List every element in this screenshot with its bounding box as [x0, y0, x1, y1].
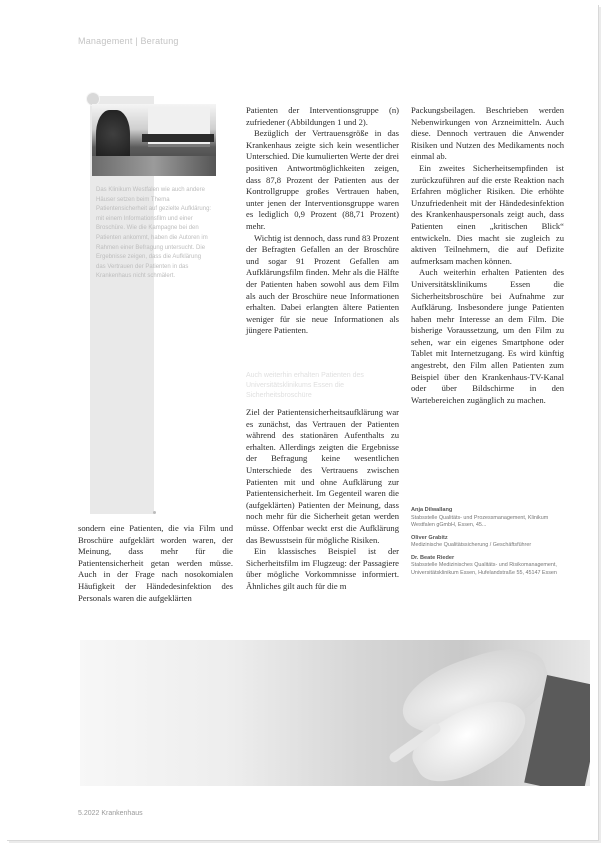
column-left-bottom — [78, 523, 233, 604]
paragraph: Patienten der Interventionsgruppe (n) zufriedener (Abbildungen 1 und 2). — [246, 105, 399, 127]
section-header: Management | Beratung — [78, 36, 179, 46]
paragraph: Auch weiterhin erhalten Patienten des Universitätsklinikums Essen die Sicherheitsbroschüre bei Aufnahme zur Aufklärung. Insbesondere junge Patienten haben mehr Interesse an dem Film. Die bisherige Voraussetzung, um den Film zu sehen, war ein eigenes Smartphone oder Tablet mit Internetzugang. Es wird künftig angestrebt, den Film allen Patienten zum Beispiel über den Krankenhaus-TV-Kanal oder über Bildschirme in den Wartebereichen zugänglich zu machen. — [411, 267, 564, 405]
paragraph: Packungsbeilagen. Beschrieben werden Nebenwirkungen von Arzneimitteln. Auch diese. Dennoch vertrauen die Anwender Risiken und Nutzen des Medikaments noch einmal ab. — [411, 105, 564, 162]
author-entry — [411, 507, 561, 530]
hands-photo — [80, 640, 590, 786]
author-block — [411, 507, 561, 582]
paragraph: Ziel der Patientensicherheitsaufklärung war es zunächst, das Vertrauen der Patienten während des stationären Aufenthalts zu erhalten. Allerdings zeigten die Ergebnisse der Befragung keine wesentlichen Unterschiede des Vertrauens zwischen Patienten mit und ohne Aufklärung zur Patientensicherheit. Im Gegenteil waren die (aufgeklärten) Patienten der Meinung, dass noch mehr für die Sicherheit getan werden müsse. Offenbar weckt erst die Aufklärung das Bewusstsein für mögliche Risiken. — [246, 407, 399, 545]
page-footer: 5.2022 Krankenhaus — [78, 810, 143, 817]
hospital-building-photo — [92, 104, 216, 176]
author-entry — [411, 555, 561, 578]
paragraph: sondern eine Patienten, die via Film und Broschüre aufgeklärt worden waren, der Meinung, dass mehr für die Patientensicherheit getan werden müsse. Auch in der Frage nach nosokomialen Häufigkeit der Händedesinfektion des Personals waren die aufgeklärten — [78, 523, 233, 603]
ground-shape — [92, 156, 216, 176]
paragraph: Ein zweites Sicherheitsempfinden ist zurückzuführen auf die erste Reaktion nach Erfahren möglicher Risiken. Die erhöhte Unzufriedenheit mit der Händedesinfektion des Krankenhauspersonals zeigt auch, dass Patienten einen „kritischen Blick“ entwickeln. Dies macht sie zugleich zu aktiven Teilnehmern, die auf Defizite aufmerksam machen können. — [411, 162, 564, 266]
author-entry — [411, 535, 561, 550]
dot-marker-icon — [153, 511, 156, 514]
column-right — [411, 105, 564, 406]
sidebar-caption: Das Klinikum Westfalen wie auch andere Häuser setzen beim Thema Patientensicherheit auf gezielte Aufklärung: mit einem Informationsfilm und einer Broschüre. Wie die Kampagne bei den Patienten ankommt, haben die Autoren im Rahmen einer Befragung untersucht. Die Ergebnisse zeigen, dass die Aufklärung das Vertrauen der Patienten in das Krankenhaus nicht schmälert. — [96, 187, 212, 280]
paragraph: Bezüglich der Vertrauensgröße in das Krankenhaus zeigte sich kein wesentlicher Unterschied. Die kumulierten Werte der drei positiven Antwortmöglichkeiten zeigen, dass 87,8 Prozent der Patienten aus der Kontrollgruppe großes Vertrauen haben, unter jenen der Interventionsgruppe waren es lediglich 0,9 Prozent (88,71 Prozent) mehr. — [246, 128, 399, 231]
document-page — [6, 4, 598, 840]
paragraph: Ein klassisches Beispiel ist der Sicherheitsfilm im Flugzeug: der Passagiere über mögliche Vorkommnisse informiert. Ähnliches gilt auch für die m — [246, 546, 399, 591]
author-info: Medizinische Qualitätssicherung / Geschäftsführer — [411, 542, 532, 548]
author-info: Stabsstelle Medizinisches Qualitäts- und Risikomanagement, Universitätsklinikum Essen, Hufelandstraße 55, 45147 Essen — [411, 562, 557, 576]
column-middle-top — [246, 105, 399, 337]
paragraph: Wichtig ist dennoch, dass rund 83 Prozent der Befragten Gefallen an der Broschüre und sogar 91 Prozent Gefallen am Aufklärungsfilm finden. Mehr als die Hälfte der Patienten haben sowohl aus dem Film als auch der Broschüre neue Informationen erhalten. Dabei erlangten ältere Patienten weniger für sie neue Informationen als jüngere Patienten. — [246, 232, 400, 336]
roof-shape — [142, 134, 214, 142]
column-middle-bottom — [246, 407, 399, 593]
author-name: Dr. Beate Rieder — [411, 554, 455, 561]
author-info: Stabsstelle Qualitäts- und Prozessmanagement, Klinikum Westfalen gGmbH, Essen, 45... — [411, 514, 549, 528]
pull-quote: Auch weiterhin erhalten Patienten des Universitätsklinikums Essen die Sicherheitsbroschüre — [246, 372, 364, 399]
author-name: Anja Dilwallang — [411, 507, 453, 513]
author-name: Oliver Grabitz — [411, 534, 448, 541]
